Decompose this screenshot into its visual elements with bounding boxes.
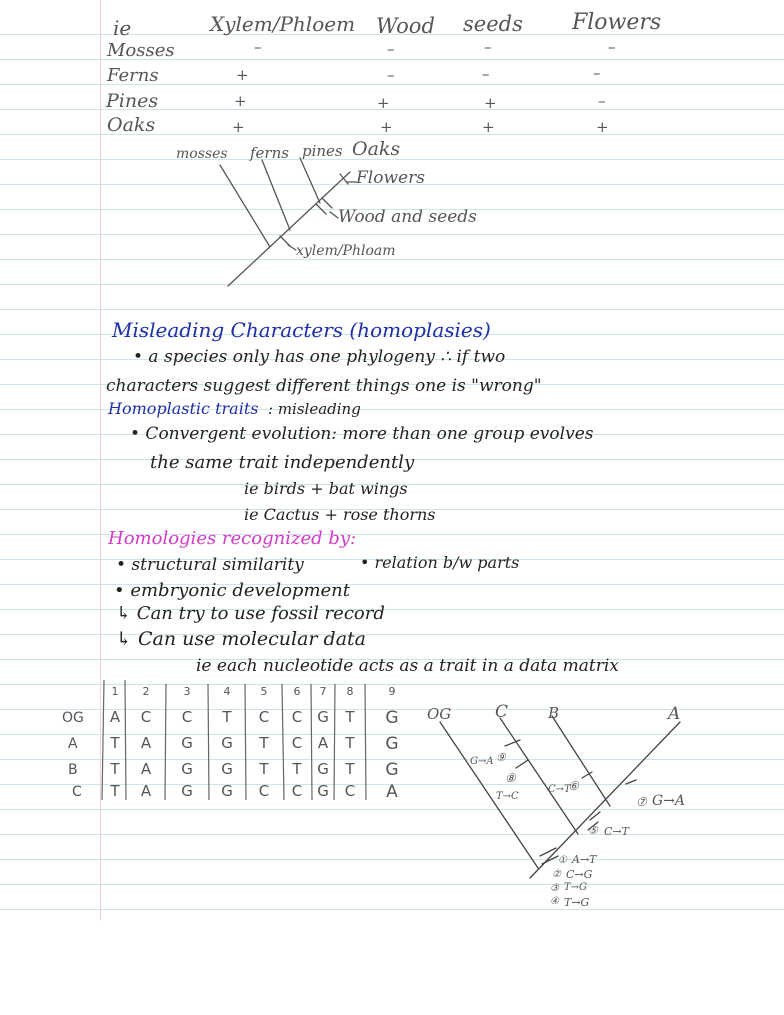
matrix-cell: T (110, 782, 120, 800)
column-header-flowers: Flowers (572, 10, 662, 35)
tree1-taxon-ferns: ferns (250, 144, 289, 162)
tree2-change-7-number: ⑦ (636, 795, 647, 809)
matrix-cell: T (110, 734, 120, 752)
tree2-marks-root (540, 848, 558, 864)
tree2-change-5-number: ⑤ (588, 824, 598, 837)
tree1-trait-xylem: xylem/Phloam (296, 243, 396, 259)
matrix-cell: A (109, 708, 121, 726)
note-line-6: ie Cactus + rose thorns (244, 505, 436, 524)
heading-misleading-characters: Misleading Characters (homoplasies) (112, 318, 491, 342)
column-header-seeds: seeds (463, 12, 523, 36)
note-line-7: ie each nucleotide acts as a trait in a data matrix (196, 656, 619, 676)
row-label-mosses: Mosses (107, 40, 175, 61)
tree2-taxon-c: C (495, 702, 509, 722)
cell-mosses-flowers: – (608, 38, 616, 56)
matrix-column-header: 2 (142, 685, 150, 698)
matrix-cell: G (221, 760, 233, 778)
matrix-cell: T (222, 708, 232, 726)
matrix-column-header: 6 (293, 685, 301, 698)
matrix-column-header: 3 (183, 685, 191, 698)
matrix-column-header: 7 (319, 685, 327, 698)
cell-oaks-xylem: + (232, 118, 245, 136)
cell-ferns-flowers: – (593, 64, 601, 82)
tree2-change-3-label: T→G (564, 882, 588, 893)
matrix-cell: C (344, 782, 356, 800)
column-header-wood: Wood (376, 14, 435, 38)
matrix-cell: T (345, 760, 355, 778)
bullet-structural-similarity: • structural similarity (116, 555, 304, 575)
tree2-change-6-number: ⑥ (568, 779, 579, 793)
tree2-change-9-number: ⑨ (496, 751, 506, 764)
matrix-cell: A (317, 734, 329, 752)
heading-homologies: Homologies recognized by: (108, 528, 357, 549)
matrix-cell: C (291, 734, 303, 752)
tree2-change-5-label: C→T (604, 825, 629, 838)
tree2-change-2-label: C→G (566, 868, 593, 881)
tree2-change-8-label: T→C (496, 791, 519, 802)
matrix-cell: G (181, 760, 193, 778)
matrix-cell: A (140, 760, 152, 778)
matrix-cell: G (385, 760, 399, 780)
note-line-2: characters suggest different things one is "wrong" (106, 376, 542, 396)
row-label-oaks: Oaks (107, 114, 156, 136)
note-line-4: the same trait independently (150, 452, 415, 473)
tree2-change-8-number: ⑧ (505, 771, 516, 785)
matrix-cell: G (221, 734, 233, 752)
matrix-cell: C (291, 708, 303, 726)
cell-pines-seeds: + (484, 94, 497, 112)
tree2-change-2-number: ② (552, 869, 561, 880)
matrix-cell: T (259, 734, 269, 752)
tree2-change-3-number: ③ (550, 883, 559, 894)
row-label-pines: Pines (106, 90, 159, 112)
cell-oaks-seeds: + (482, 118, 495, 136)
cell-ferns-wood: – (387, 66, 395, 84)
matrix-column-header: 5 (260, 685, 268, 698)
table-corner: ie (113, 16, 132, 40)
matrix-column-header: 1 (111, 685, 119, 698)
matrix-cell: G (317, 782, 329, 800)
bullet-embryonic-development: • embryonic development (114, 580, 351, 601)
sub-fossil-record: ↳ Can try to use fossil record (116, 603, 385, 624)
tree2-taxon-a: A (668, 704, 681, 724)
matrix-cell: C (258, 782, 270, 800)
tree2-change-4-number: ④ (550, 896, 559, 907)
matrix-cell: T (259, 760, 269, 778)
matrix-column-header: 4 (223, 685, 231, 698)
tree2-taxon-b: B (548, 704, 560, 722)
matrix-cell: T (292, 760, 302, 778)
matrix-row-label: C (72, 784, 82, 800)
tree2-change-9-label: G→A (470, 756, 494, 767)
heading-homoplastic-suffix: : misleading (268, 400, 361, 418)
tree2-change-6-label: C→T (548, 784, 571, 795)
cell-mosses-wood: – (387, 40, 395, 58)
sub-molecular-data: ↳ Can use molecular data (116, 628, 367, 650)
matrix-cell: C (140, 708, 152, 726)
cell-pines-wood: + (377, 94, 390, 112)
tree2-change-1-number: ① (558, 855, 567, 866)
matrix-cell: G (317, 760, 329, 778)
cell-oaks-wood: + (380, 118, 393, 136)
cell-oaks-flowers: + (596, 118, 609, 136)
tree1-trait-wood-seeds: Wood and seeds (338, 207, 477, 227)
matrix-cell: G (385, 708, 399, 728)
matrix-cell: G (317, 708, 329, 726)
matrix-row-label: B (68, 762, 78, 778)
tree1-taxon-pines: pines (302, 142, 343, 160)
matrix-row-label: OG (62, 710, 84, 726)
matrix-cell: C (181, 708, 193, 726)
matrix-column-header: 8 (346, 685, 354, 698)
note-line-3: • Convergent evolution: more than one group evolves (130, 424, 594, 444)
matrix-cell: A (140, 734, 152, 752)
row-label-ferns: Ferns (107, 65, 159, 86)
tree2-change-4-label: T→G (564, 896, 590, 909)
tree1-trait-flowers: Flowers (356, 168, 425, 188)
tree2-branch-og (440, 722, 538, 868)
cell-pines-flowers: – (598, 92, 606, 110)
tree2-change-1-label: A→T (572, 853, 597, 866)
matrix-cell: A (386, 782, 398, 802)
cell-mosses-seeds: – (484, 38, 492, 56)
cell-ferns-seeds: – (482, 65, 490, 83)
tree1-taxon-oaks: Oaks (352, 138, 401, 160)
matrix-cell: G (385, 734, 399, 754)
tree1-taxon-mosses: mosses (176, 146, 228, 162)
matrix-row-label: A (68, 736, 78, 752)
matrix-cell: G (221, 782, 233, 800)
matrix-column-header: 9 (388, 685, 396, 698)
matrix-cell: G (181, 782, 193, 800)
bullet-relation-parts: • relation b/w parts (360, 553, 520, 572)
note-line-5: ie birds + bat wings (244, 479, 408, 498)
tree2-change-7-label: G→A (652, 793, 686, 809)
tree2-taxon-og: OG (427, 705, 452, 723)
note-line-1: • a species only has one phylogeny ∴ if two (133, 347, 506, 367)
matrix-cell: C (258, 708, 270, 726)
heading-homoplastic-traits: Homoplastic traits (108, 399, 259, 418)
column-header-xylem: Xylem/Phloem (210, 12, 356, 36)
tree2-marks-a (626, 780, 636, 784)
matrix-cell: C (291, 782, 303, 800)
matrix-cell: T (345, 734, 355, 752)
cell-pines-xylem: + (234, 92, 247, 110)
cell-mosses-xylem: – (254, 38, 262, 56)
matrix-cell: T (345, 708, 355, 726)
matrix-cell: A (140, 782, 152, 800)
matrix-cell: T (110, 760, 120, 778)
cell-ferns-xylem: + (236, 66, 249, 84)
matrix-cell: G (181, 734, 193, 752)
